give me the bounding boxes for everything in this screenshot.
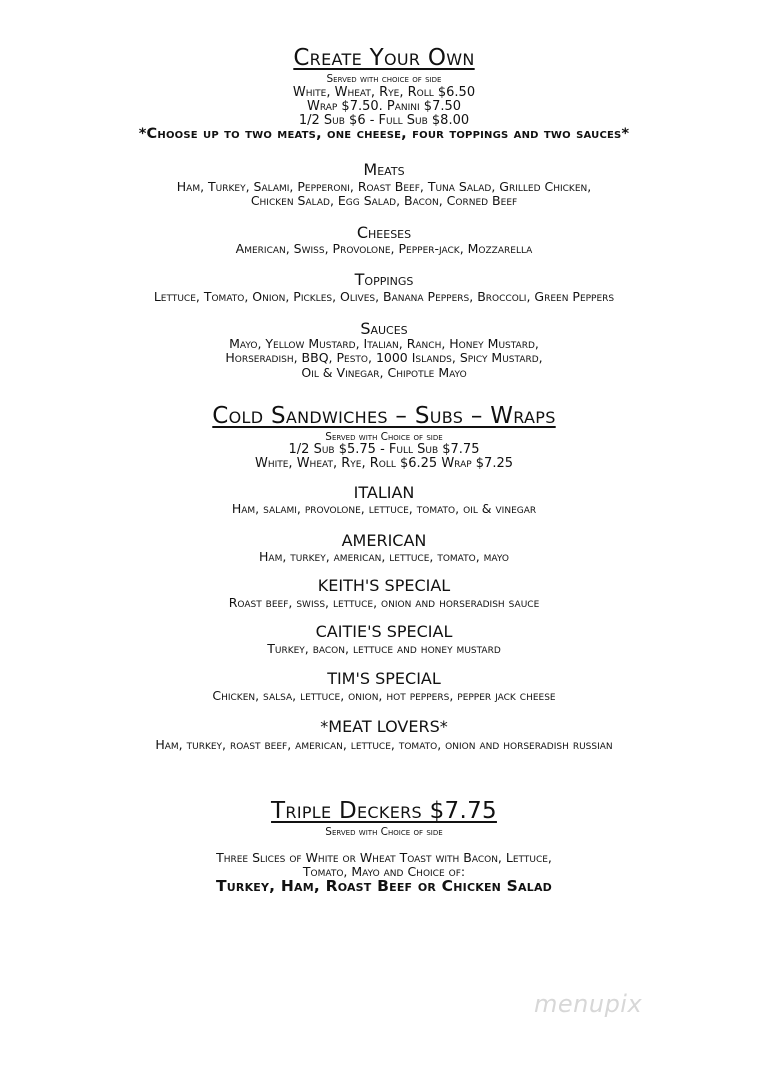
triple-choices: Turkey, Ham, Roast Beef or Chicken Salad: [216, 877, 552, 895]
section-title-cold-sandwiches: Cold Sandwiches – Subs – Wraps: [212, 403, 556, 429]
meats-list-1: Ham, Turkey, Salami, Pepperoni, Roast Beef, Tuna Salad, Grilled Chicken,: [176, 179, 592, 194]
sauces-list-3: Oil & Vinegar, Chipotle Mayo: [301, 365, 467, 380]
item-name: *MEAT LOVERS*: [320, 717, 448, 736]
toppings-heading: Toppings: [354, 270, 414, 289]
item-desc: Chicken, salsa, lettuce, onion, hot peppers, pepper jack cheese: [212, 688, 556, 703]
item-desc: Ham, salami, provolone, lettuce, tomato, oil & vinegar: [231, 501, 537, 516]
item-name: TIM'S SPECIAL: [327, 669, 441, 688]
meats-heading: Meats: [363, 160, 405, 179]
item-desc: Roast beef, swiss, lettuce, onion and horseradish sauce: [228, 595, 540, 610]
create-price-wrap: Wrap $7.50. Panini $7.50: [306, 99, 462, 114]
create-note: *Choose up to two meats, one cheese, four toppings and two sauces*: [138, 126, 630, 142]
item-name: CAITIE'S SPECIAL: [315, 622, 453, 641]
item-desc: Ham, turkey, american, lettuce, tomato, mayo: [259, 549, 509, 564]
sauces-heading: Sauces: [360, 319, 408, 338]
cheeses-heading: Cheeses: [356, 223, 412, 242]
item-name: ITALIAN: [353, 483, 415, 502]
section-title-triple-deckers: Triple Deckers $7.75: [271, 798, 497, 824]
item-desc: Ham, turkey, roast beef, american, lettuce, tomato, onion and horseradish russian: [155, 737, 613, 752]
create-price-bread: White, Wheat, Rye, Roll $6.50: [292, 85, 476, 100]
cheeses-list: American, Swiss, Provolone, Pepper-jack, Mozzarella: [235, 241, 533, 256]
triple-desc-1: Three Slices of White or Wheat Toast with Bacon, Lettuce,: [216, 850, 552, 865]
item-name: KEITH'S SPECIAL: [317, 576, 451, 595]
cold-subtitle: Served with Choice of side: [325, 431, 443, 443]
create-price-sub: 1/2 Sub $6 - Full Sub $8.00: [298, 113, 470, 128]
item-name: AMERICAN: [341, 531, 427, 550]
cold-price-bread: White, Wheat, Rye, Roll $6.25 Wrap $7.25: [254, 456, 514, 471]
menupix-watermark: menupix: [534, 990, 643, 1018]
section-title-create-your-own: Create Your Own: [293, 45, 475, 71]
sauces-list-2: Horseradish, BBQ, Pesto, 1000 Islands, Spicy Mustard,: [225, 350, 543, 365]
triple-subtitle: Served with Choice of side: [325, 826, 443, 838]
sauces-list-1: Mayo, Yellow Mustard, Italian, Ranch, Honey Mustard,: [229, 336, 539, 351]
toppings-list: Lettuce, Tomato, Onion, Pickles, Olives, Banana Peppers, Broccoli, Green Peppers: [153, 289, 615, 304]
meats-list-2: Chicken Salad, Egg Salad, Bacon, Corned Beef: [250, 193, 518, 208]
item-desc: Turkey, bacon, lettuce and honey mustard: [267, 641, 501, 656]
triple-desc-2: Tomato, Mayo and Choice of:: [302, 864, 466, 879]
create-subtitle: Served with choice of side: [326, 73, 442, 85]
cold-price-sub: 1/2 Sub $5.75 - Full Sub $7.75: [288, 442, 480, 457]
